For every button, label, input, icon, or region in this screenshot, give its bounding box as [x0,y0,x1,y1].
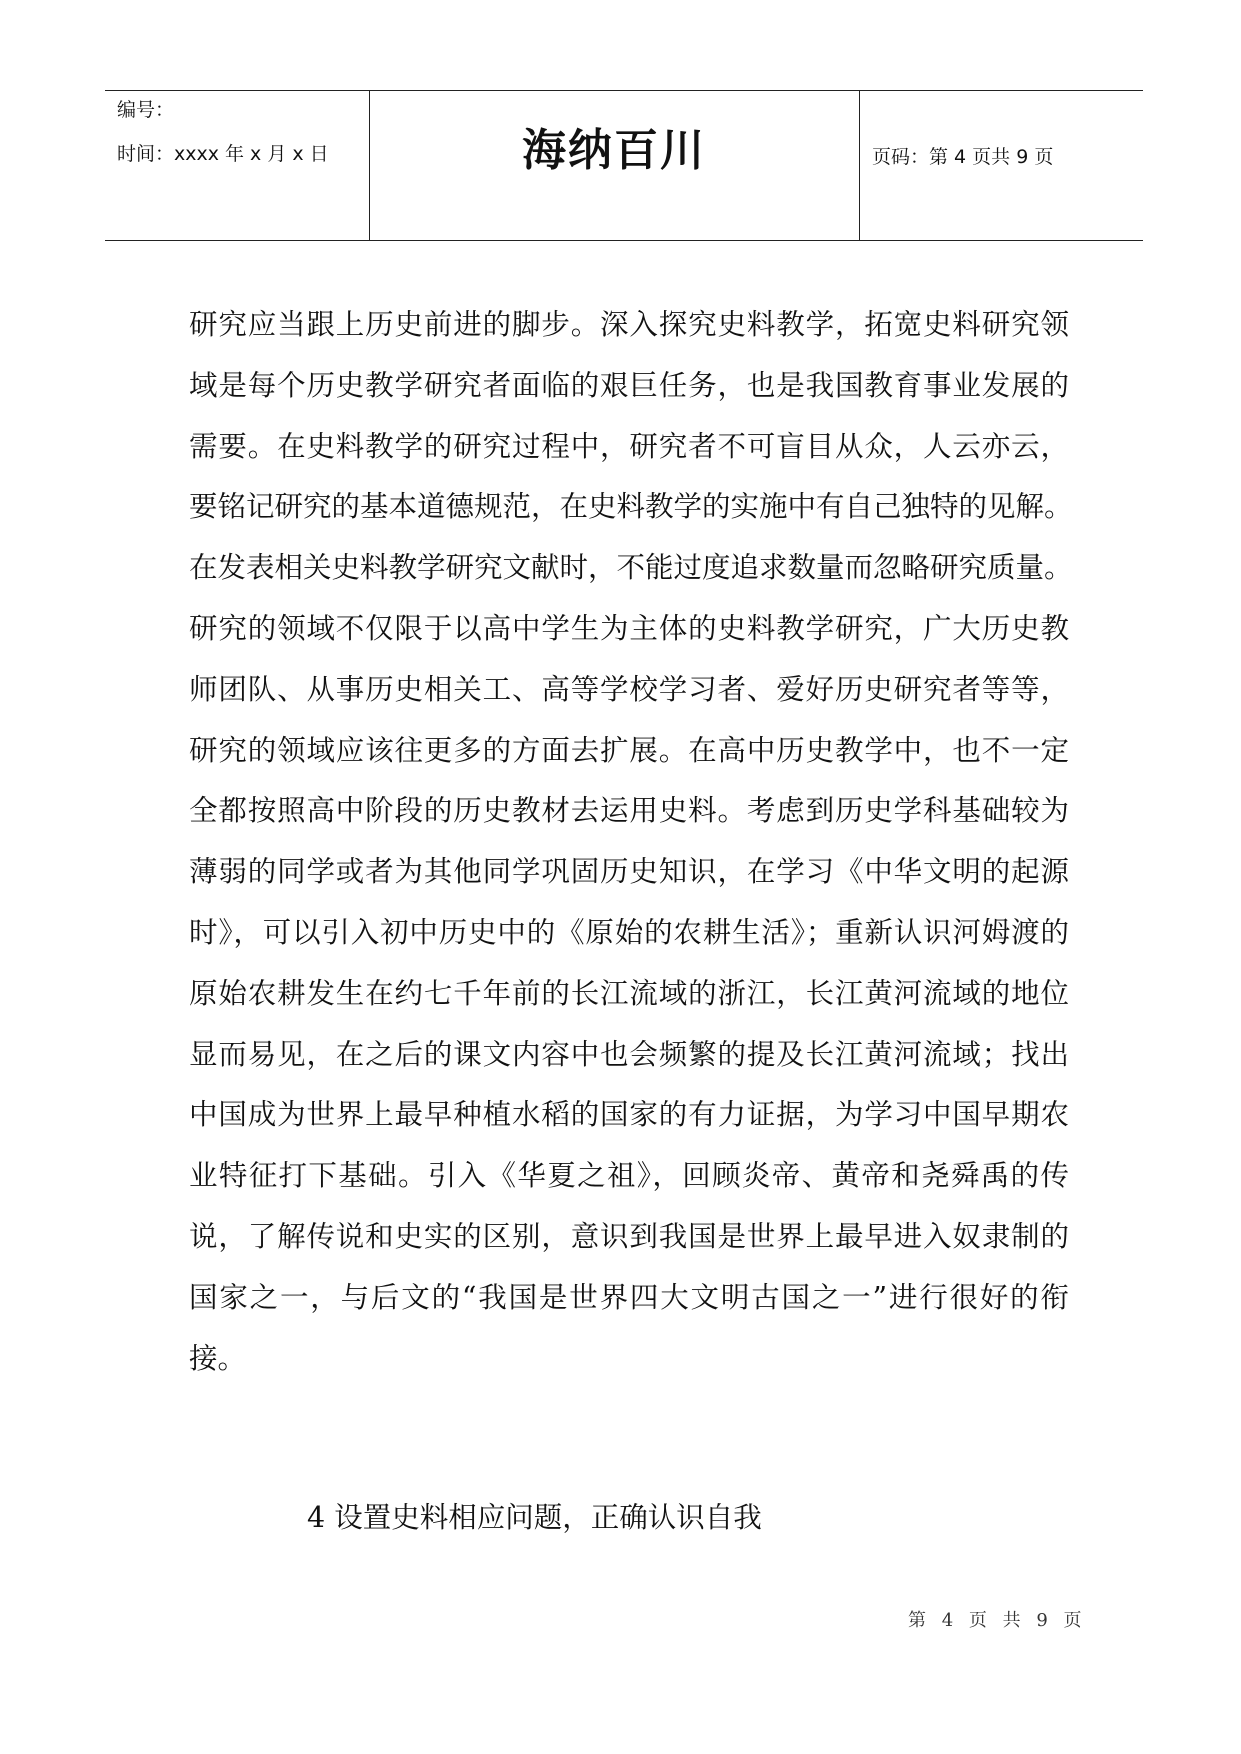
body-line: 说，了解传说和史实的区别，意识到我国是世界上最早进入奴隶制的 [189,1219,1069,1253]
body-paragraph [189,295,1073,1389]
body-line: 薄弱的同学或者为其他同学巩固历史知识，在学习《中华文明的起源 [189,855,1069,889]
body-line: 国家之一，与后文的“我国是世界四大文明古国之一”进行很好的衔 [189,1280,1069,1314]
body-line: 师团队、从事历史相关工、高等学校学习者、爱好历史研究者等等， [189,672,1069,706]
body-line: 研究应当跟上历史前进的脚步。深入探究史料教学，拓宽史料研究领 [189,308,1069,341]
footer-page-number: 第 4 页 共 9 页 [908,1610,1084,1631]
body-line: 域是每个历史教学研究者面临的艰巨任务，也是我国教育事业发展的 [189,368,1069,402]
body-line: 研究的领域应该往更多的方面去扩展。在高中历史教学中，也不一定 [189,733,1069,767]
body-line: 业特征打下基础。引入《华夏之祖》，回顾炎帝、黄帝和尧舜禹的传 [189,1159,1069,1193]
document-date-label: 时间：xxxx 年 x 月 x 日 [117,143,329,165]
body-line: 接。 [189,1341,247,1375]
body-line: 研究的领域不仅限于以高中学生为主体的史料教学研究，广大历史教 [189,611,1069,645]
document-title: 海纳百川 [522,125,706,176]
body-line: 需要。在史料教学的研究过程中，研究者不可盲目从众，人云亦云， [189,429,1069,463]
body-line: 显而易见，在之后的课文内容中也会频繁的提及长江黄河流域；找出 [189,1037,1069,1071]
body-line: 在发表相关史料教学研究文献时，不能过度追求数量而忽略研究质量。 [189,551,1073,585]
body-line: 全都按照高中阶段的历史教材去运用史料。考虑到历史学科基础较为 [189,794,1069,828]
document-number-label: 编号： [117,99,175,121]
body-line: 时》，可以引入初中历史中的《原始的农耕生活》；重新认识河姆渡的 [189,915,1069,949]
body-line: 要铭记研究的基本道德规范，在史料教学的实施中有自己独特的见解。 [189,490,1073,524]
header-page-indicator: 页码：第 4 页共 9 页 [872,146,1054,168]
section-heading: 4 设置史料相应问题，正确认识自我 [307,1501,762,1534]
body-line: 原始农耕发生在约七千年前的长江流域的浙江，长江黄河流域的地位 [189,976,1069,1010]
body-line: 中国成为世界上最早种植水稻的国家的有力证据，为学习中国早期农 [189,1098,1069,1132]
header-table [105,90,1143,241]
header-divider-right [859,91,860,240]
